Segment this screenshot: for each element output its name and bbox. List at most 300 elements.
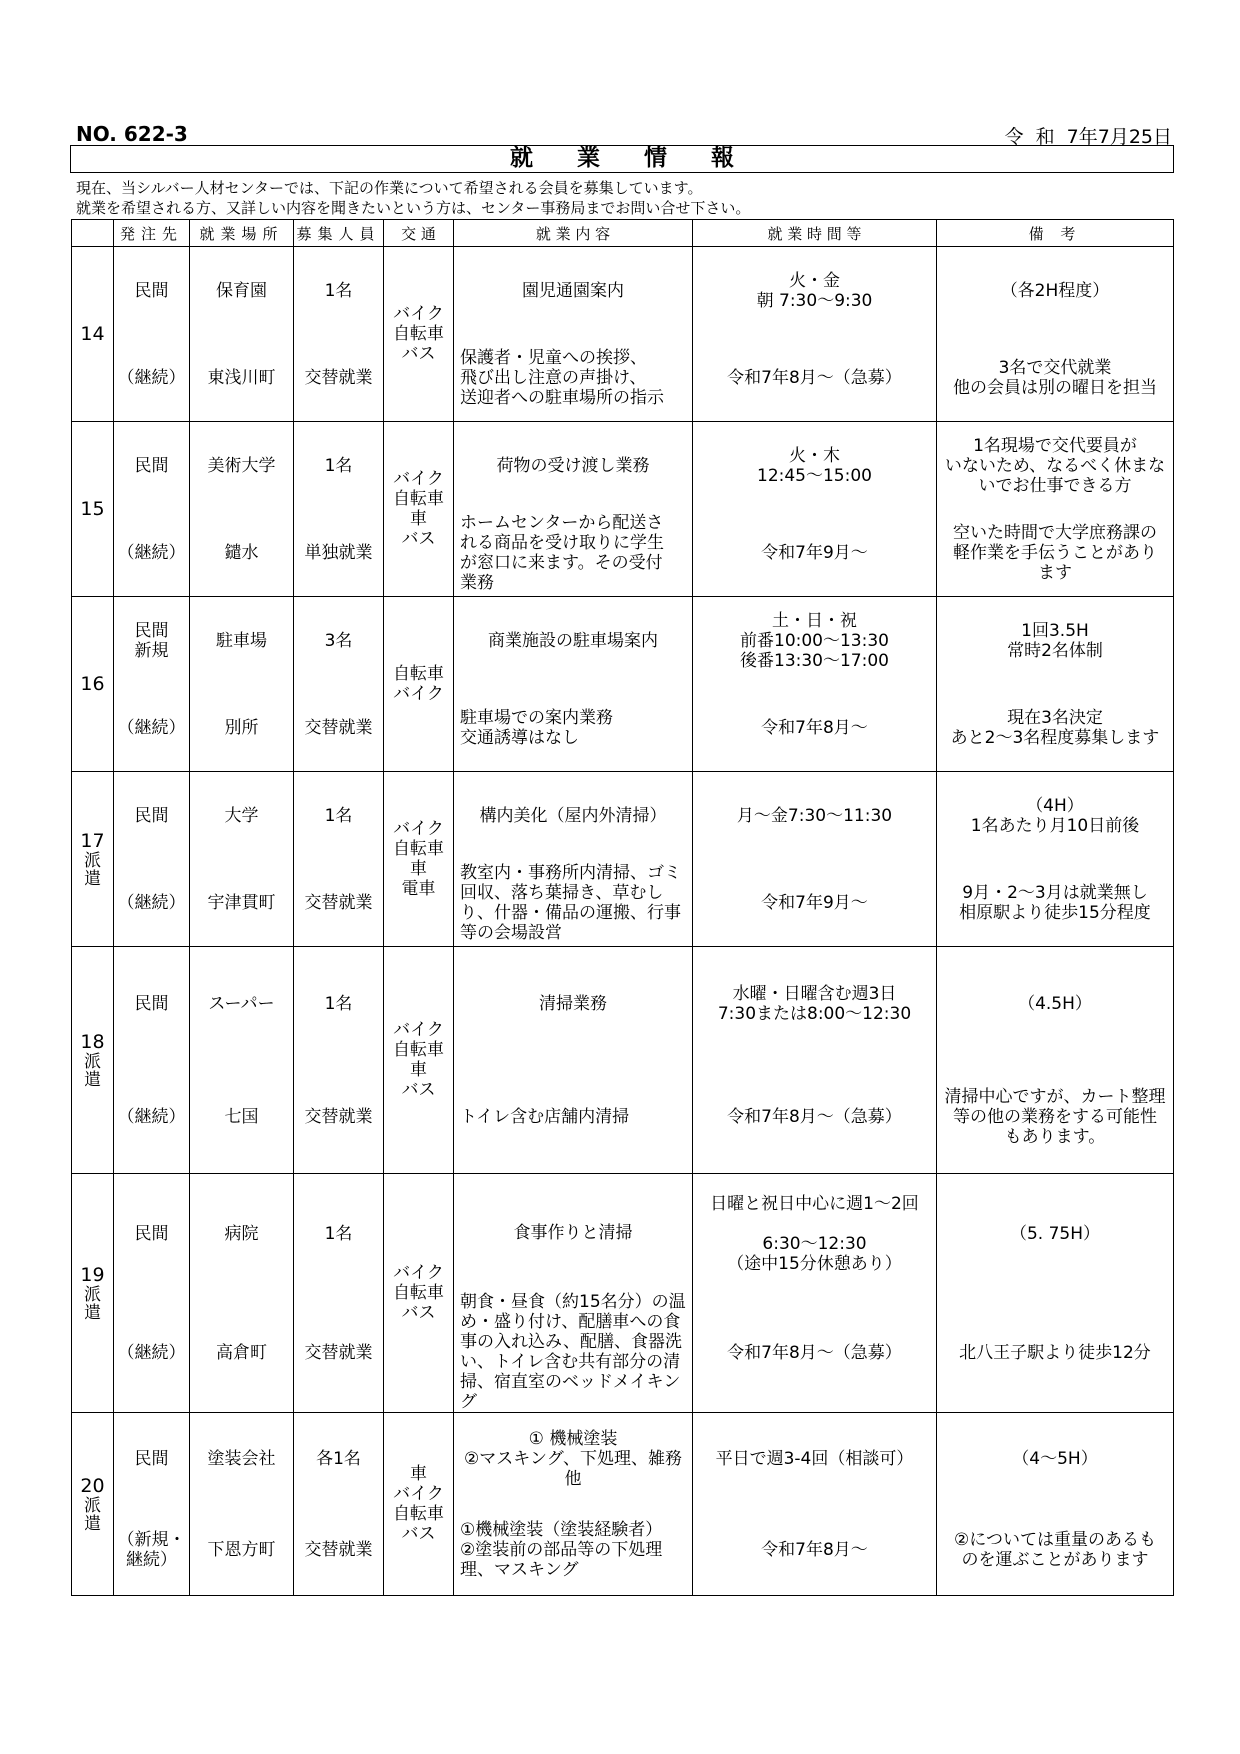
place-bottom	[190, 684, 293, 771]
staff-top	[294, 1413, 383, 1504]
staff-text: 交替就業	[304, 1342, 373, 1363]
issue-date: 令 和 7年7月25日	[1004, 126, 1172, 148]
place-text: スーパー	[208, 993, 275, 1014]
time-bottom	[693, 684, 936, 771]
content-text: ① 機械塗装 ②マスキング、下処理、雑務 他	[463, 1428, 683, 1489]
remarks-text: （4～5H）	[1012, 1448, 1098, 1469]
place-cell	[190, 597, 294, 772]
place-cell	[190, 1413, 294, 1596]
client-text: （継続）	[117, 892, 186, 913]
time-text: 令和7年8月～	[761, 717, 868, 738]
place-text: 保育園	[216, 280, 267, 301]
time-cell	[693, 1174, 937, 1413]
remarks-top	[937, 597, 1173, 684]
row-number	[72, 247, 114, 422]
transport-cell: バイク 自転車 車 バス	[384, 422, 454, 597]
remarks-bottom	[937, 1293, 1173, 1412]
remarks-text: 清掃中心ですが、カート整理 等の他の業務をする可能性 もあります。	[944, 1086, 1166, 1147]
staff-top	[294, 247, 383, 334]
place-top	[190, 597, 293, 684]
header-remarks: 備 考	[937, 220, 1174, 247]
time-cell	[693, 1413, 937, 1596]
place-cell	[190, 422, 294, 597]
content-text: ①機械塗装（塗装経験者） ②塗装前の部品等の下処理 理、マスキング	[460, 1519, 663, 1580]
place-bottom	[190, 1504, 293, 1595]
client-bottom	[114, 509, 189, 596]
content-text: 駐車場での案内業務 交通誘導はなし	[460, 707, 613, 748]
time-text: 令和7年9月～	[761, 892, 868, 913]
content-stack	[454, 1174, 692, 1412]
place-text: 鑓水	[224, 542, 259, 563]
place-cell	[190, 247, 294, 422]
row-number-text: 18	[80, 1031, 105, 1053]
staff-bottom	[294, 684, 383, 771]
place-top	[190, 947, 293, 1060]
staff-bottom	[294, 1060, 383, 1173]
client-cell	[114, 1174, 190, 1413]
time-stack	[693, 597, 936, 771]
time-stack	[693, 247, 936, 421]
row-number	[72, 947, 114, 1174]
time-text: 令和7年8月～（急募）	[727, 367, 902, 388]
remarks-text: 1回3.5H 常時2名体制	[1007, 620, 1103, 661]
client-text: （継続）	[117, 1106, 186, 1127]
time-text: 土・日・祝 前番10:00～13:30 後番13:30～17:00	[740, 610, 889, 671]
content-bottom	[454, 1060, 692, 1173]
client-text: 民間	[134, 280, 169, 301]
client-cell	[114, 247, 190, 422]
transport-cell: 自転車 バイク	[384, 597, 454, 772]
time-top	[693, 1174, 936, 1293]
staff-stack	[294, 947, 383, 1173]
transport-cell: バイク 自転車 バス	[384, 247, 454, 422]
content-top	[454, 772, 692, 859]
remarks-text: 北八王子駅より徒歩12分	[959, 1342, 1151, 1363]
content-cell	[454, 772, 693, 947]
staff-bottom	[294, 859, 383, 946]
content-text: 朝食・昼食（約15名分）の温 め・盛り付け、配膳車への食 事の入れ込み、配膳、食器洗 い、トイレ含む共有部分の清 掃、宿直室のベッドメイキン グ	[460, 1292, 686, 1412]
client-top	[114, 772, 189, 859]
remarks-cell	[937, 247, 1174, 422]
content-bottom	[454, 859, 692, 946]
row-number	[72, 1413, 114, 1596]
remarks-top	[937, 947, 1173, 1060]
client-text: 民間	[134, 1448, 169, 1469]
place-bottom	[190, 1060, 293, 1173]
client-top	[114, 1174, 189, 1293]
place-text: 大学	[224, 805, 259, 826]
client-bottom	[114, 684, 189, 771]
place-stack	[190, 247, 293, 421]
staff-bottom	[294, 1504, 383, 1595]
dispatch-tag: 派 遣	[84, 1285, 101, 1323]
place-top	[190, 772, 293, 859]
staff-text: 1名	[324, 280, 353, 301]
client-stack	[114, 422, 189, 596]
remarks-stack	[937, 1413, 1173, 1595]
content-stack	[454, 247, 692, 421]
time-text: 令和7年8月～（急募）	[727, 1106, 902, 1127]
row-number	[72, 772, 114, 947]
remarks-text: 現在3名決定 あと2～3名程度募集します	[950, 707, 1160, 748]
client-top	[114, 247, 189, 334]
content-stack	[454, 772, 692, 946]
remarks-top	[937, 1413, 1173, 1504]
row-number	[72, 422, 114, 597]
place-bottom	[190, 1293, 293, 1412]
place-top	[190, 1174, 293, 1293]
remarks-top	[937, 772, 1173, 859]
time-bottom	[693, 1060, 936, 1173]
place-top	[190, 422, 293, 509]
staff-text: 交替就業	[304, 1539, 373, 1560]
header-content: 就 業 内 容	[454, 220, 693, 247]
time-top	[693, 597, 936, 684]
time-cell	[693, 947, 937, 1174]
staff-top	[294, 772, 383, 859]
place-stack	[190, 422, 293, 596]
time-top	[693, 947, 936, 1060]
staff-bottom	[294, 334, 383, 421]
time-text: 令和7年8月～（急募）	[727, 1342, 902, 1363]
place-top	[190, 1413, 293, 1504]
client-cell	[114, 1413, 190, 1596]
client-text: （継続）	[117, 542, 186, 563]
staff-text: 3名	[324, 630, 353, 651]
content-text: ホームセンターから配送さ れる商品を受け取りに学生 が窓口に来ます。その受付 業務	[460, 512, 664, 593]
remarks-cell	[937, 772, 1174, 947]
table-row	[72, 1174, 1174, 1413]
remarks-cell	[937, 1174, 1174, 1413]
client-cell	[114, 422, 190, 597]
table-row	[72, 422, 1174, 597]
remarks-stack	[937, 947, 1173, 1173]
transport-cell: バイク 自転車 バス	[384, 1174, 454, 1413]
time-stack	[693, 772, 936, 946]
place-text: 東浅川町	[207, 367, 276, 388]
time-top	[693, 422, 936, 509]
time-top	[693, 247, 936, 334]
staff-text: 交替就業	[304, 717, 373, 738]
client-text: 民間	[134, 805, 169, 826]
place-text: 下恩方町	[207, 1539, 276, 1560]
place-cell	[190, 947, 294, 1174]
time-text: 火・木 12:45～15:00	[757, 445, 872, 486]
remarks-cell	[937, 1413, 1174, 1596]
client-bottom	[114, 1293, 189, 1412]
staff-text: 1名	[324, 1223, 353, 1244]
content-bottom	[454, 684, 692, 771]
content-top	[454, 1413, 692, 1504]
client-cell	[114, 947, 190, 1174]
place-bottom	[190, 334, 293, 421]
page-title: 就業情報	[70, 145, 1174, 173]
place-stack	[190, 772, 293, 946]
place-stack	[190, 947, 293, 1173]
staff-top	[294, 597, 383, 684]
staff-stack	[294, 772, 383, 946]
time-stack	[693, 1413, 936, 1595]
client-stack	[114, 947, 189, 1173]
staff-cell	[294, 1174, 384, 1413]
table-row	[72, 1413, 1174, 1596]
content-text: 教室内・事務所内清掃、ゴミ 回収、落ち葉掃き、草むし り、什器・備品の運搬、行事 等の会場設営	[460, 862, 681, 943]
remarks-bottom	[937, 1504, 1173, 1595]
staff-top	[294, 1174, 383, 1293]
remarks-text: 空いた時間で大学庶務課の 軽作業を手伝うことがあり ます	[953, 522, 1157, 583]
client-text: 民間	[134, 993, 169, 1014]
remarks-bottom	[937, 334, 1173, 421]
content-top	[454, 1174, 692, 1292]
content-top	[454, 422, 692, 509]
content-text: 食事作りと清掃	[513, 1223, 633, 1243]
content-cell	[454, 1174, 693, 1413]
client-stack	[114, 247, 189, 421]
place-cell	[190, 1174, 294, 1413]
place-text: 高倉町	[216, 1342, 267, 1363]
time-text: 水曜・日曜含む週3日 7:30または8:00～12:30	[717, 983, 912, 1024]
place-stack	[190, 1174, 293, 1412]
table-row	[72, 772, 1174, 947]
place-text: 病院	[224, 1223, 259, 1244]
intro-text	[76, 178, 750, 218]
client-bottom	[114, 859, 189, 946]
header-place: 就業場所	[190, 220, 294, 247]
row-number	[72, 1174, 114, 1413]
staff-text: 交替就業	[304, 892, 373, 913]
client-stack	[114, 597, 189, 771]
header-staff: 募集人員	[294, 220, 384, 247]
remarks-stack	[937, 597, 1173, 771]
row-number-text: 17	[80, 830, 105, 852]
content-stack	[454, 422, 692, 596]
time-top	[693, 772, 936, 859]
remarks-top	[937, 247, 1173, 334]
header-transport: 交 通	[384, 220, 454, 247]
content-cell	[454, 947, 693, 1174]
table-row	[72, 597, 1174, 772]
client-stack	[114, 1174, 189, 1412]
transport-cell: 車 バイク 自転車 バス	[384, 1413, 454, 1596]
place-text: 美術大学	[207, 455, 276, 476]
time-text: 平日で週3-4回（相談可）	[715, 1448, 914, 1469]
client-top	[114, 947, 189, 1060]
remarks-stack	[937, 247, 1173, 421]
place-text: 別所	[224, 717, 259, 738]
content-top	[454, 247, 692, 334]
time-text: 火・金 朝 7:30～9:30	[756, 270, 873, 311]
header-time: 就 業 時 間 等	[693, 220, 937, 247]
time-text: 月～金7:30～11:30	[736, 805, 893, 826]
time-stack	[693, 422, 936, 596]
remarks-bottom	[937, 509, 1173, 596]
staff-text: 交替就業	[304, 367, 373, 388]
place-bottom	[190, 509, 293, 596]
client-text: （継続）	[117, 717, 186, 738]
staff-stack	[294, 1413, 383, 1595]
time-stack	[693, 947, 936, 1173]
content-stack	[454, 947, 692, 1173]
client-text: （新規・ 継続）	[117, 1529, 186, 1570]
dispatch-tag: 派 遣	[84, 1052, 101, 1090]
remarks-text: 3名で交代就業 他の会員は別の曜日を担当	[953, 357, 1157, 398]
remarks-text: ②については重量のあるも のを運ぶことがあります	[954, 1529, 1156, 1570]
client-bottom	[114, 334, 189, 421]
content-bottom	[454, 1504, 692, 1595]
table-row	[72, 947, 1174, 1174]
place-top	[190, 247, 293, 334]
content-text: 清掃業務	[539, 993, 607, 1014]
time-bottom	[693, 859, 936, 946]
staff-stack	[294, 597, 383, 771]
dispatch-tag: 派 遣	[84, 1496, 101, 1534]
dispatch-tag: 派 遣	[84, 851, 101, 889]
place-text: 駐車場	[216, 630, 267, 651]
time-top	[693, 1413, 936, 1504]
intro-line: 就業を希望される方、又詳しい内容を聞きたいという方は、センター事務局までお問い合せ下さい。	[76, 199, 751, 217]
remarks-cell	[937, 422, 1174, 597]
remarks-cell	[937, 947, 1174, 1174]
intro-line: 現在、当シルバー人材センターでは、下記の作業について希望される会員を募集しています。	[76, 179, 703, 197]
content-text: 構内美化（屋内外清掃）	[479, 805, 667, 826]
transport-cell: バイク 自転車 車 バス	[384, 947, 454, 1174]
staff-cell	[294, 772, 384, 947]
remarks-text: （各2H程度）	[1000, 280, 1110, 301]
staff-text: 1名	[324, 993, 353, 1014]
place-text: 塗装会社	[207, 1448, 276, 1469]
staff-stack	[294, 247, 383, 421]
content-top	[454, 947, 692, 1060]
staff-cell	[294, 597, 384, 772]
client-top	[114, 597, 189, 684]
staff-cell	[294, 1413, 384, 1596]
row-number-text: 15	[80, 498, 105, 520]
client-top	[114, 1413, 189, 1504]
content-cell	[454, 597, 693, 772]
client-text: （継続）	[117, 1342, 186, 1363]
content-text: トイレ含む店舗内清掃	[460, 1106, 630, 1127]
staff-text: 交替就業	[304, 1106, 373, 1127]
remarks-text: （4.5H）	[1018, 993, 1092, 1014]
staff-text: 各1名	[316, 1448, 361, 1469]
staff-stack	[294, 422, 383, 596]
client-stack	[114, 1413, 189, 1595]
staff-cell	[294, 247, 384, 422]
time-cell	[693, 422, 937, 597]
place-text: 七国	[224, 1106, 259, 1127]
content-cell	[454, 1413, 693, 1596]
time-text: 令和7年8月～	[761, 1539, 868, 1560]
content-cell	[454, 247, 693, 422]
client-text: （継続）	[117, 367, 186, 388]
transport-cell: バイク 自転車 車 電車	[384, 772, 454, 947]
client-text: 民間	[134, 455, 169, 476]
time-cell	[693, 597, 937, 772]
time-bottom	[693, 1504, 936, 1595]
time-bottom	[693, 334, 936, 421]
time-cell	[693, 247, 937, 422]
content-cell	[454, 422, 693, 597]
remarks-text: （5. 75H）	[1009, 1223, 1101, 1244]
time-stack	[693, 1174, 936, 1412]
row-number	[72, 597, 114, 772]
remarks-stack	[937, 772, 1173, 946]
client-text: 民間 新規	[134, 620, 169, 661]
content-bottom	[454, 334, 692, 421]
client-top	[114, 422, 189, 509]
time-bottom	[693, 509, 936, 596]
client-cell	[114, 772, 190, 947]
header-client: 発注先	[114, 220, 190, 247]
time-cell	[693, 772, 937, 947]
content-text: 荷物の受け渡し業務	[496, 455, 650, 476]
content-top	[454, 597, 692, 684]
table-header-row	[72, 220, 1174, 247]
time-text: 令和7年9月～	[761, 542, 868, 563]
row-number-text: 16	[80, 673, 105, 695]
content-text: 保護者・児童への挨拶、 飛び出し注意の声掛け、 送迎者への駐車場所の指示	[460, 347, 664, 408]
row-number-text: 20	[80, 1475, 105, 1497]
remarks-bottom	[937, 1060, 1173, 1173]
remarks-top	[937, 1174, 1173, 1293]
content-stack	[454, 597, 692, 771]
content-text: 商業施設の駐車場案内	[488, 630, 658, 651]
remarks-top	[937, 422, 1173, 509]
remarks-bottom	[937, 859, 1173, 946]
document-number: NO. 622-3	[76, 122, 188, 146]
remarks-stack	[937, 422, 1173, 596]
staff-top	[294, 947, 383, 1060]
client-text: 民間	[134, 1223, 169, 1244]
client-bottom	[114, 1504, 189, 1595]
job-table	[71, 219, 1174, 1596]
remarks-text: （4H） 1名あたり月10日前後	[970, 795, 1140, 836]
remarks-stack	[937, 1174, 1173, 1412]
header-number	[72, 220, 114, 247]
content-stack	[454, 1413, 692, 1595]
client-cell	[114, 597, 190, 772]
staff-text: 1名	[324, 455, 353, 476]
staff-stack	[294, 1174, 383, 1412]
staff-top	[294, 422, 383, 509]
time-text: 日曜と祝日中心に週1～2回 6:30～12:30 （途中15分休憩あり）	[710, 1193, 919, 1274]
staff-text: 1名	[324, 805, 353, 826]
content-text: 園児通園案内	[522, 280, 624, 301]
remarks-text: 1名現場で交代要員が いないため、なるべく休まな いでお仕事できる方	[944, 435, 1166, 496]
remarks-cell	[937, 597, 1174, 772]
client-bottom	[114, 1060, 189, 1173]
content-bottom	[454, 1292, 692, 1412]
staff-bottom	[294, 1293, 383, 1412]
remarks-text: 9月・2～3月は就業無し 相原駅より徒歩15分程度	[959, 882, 1151, 923]
table-row	[72, 247, 1174, 422]
staff-cell	[294, 422, 384, 597]
row-number-text: 14	[80, 323, 105, 345]
place-stack	[190, 1413, 293, 1595]
staff-bottom	[294, 509, 383, 596]
staff-cell	[294, 947, 384, 1174]
place-cell	[190, 772, 294, 947]
row-number-text: 19	[80, 1264, 105, 1286]
place-stack	[190, 597, 293, 771]
place-text: 宇津貫町	[207, 892, 276, 913]
time-bottom	[693, 1293, 936, 1412]
content-bottom	[454, 509, 692, 596]
staff-text: 単独就業	[304, 542, 373, 563]
client-stack	[114, 772, 189, 946]
place-bottom	[190, 859, 293, 946]
remarks-bottom	[937, 684, 1173, 771]
